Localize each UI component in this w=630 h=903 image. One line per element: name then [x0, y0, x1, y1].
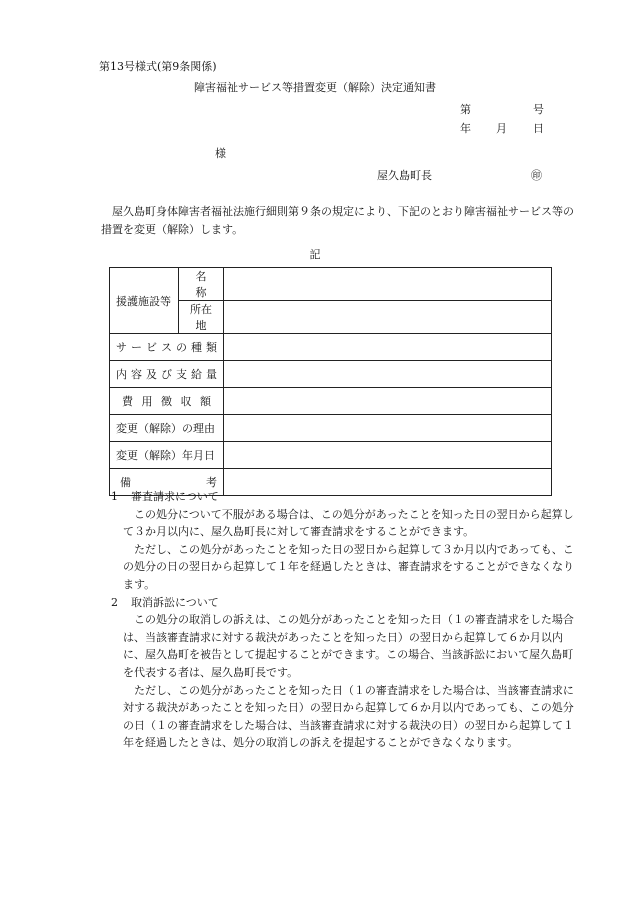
date-year: 年	[460, 122, 471, 135]
issuer-name: 屋久島町長	[377, 169, 432, 182]
document-title: 障害福祉サービス等措置変更（解除）決定通知書	[194, 81, 436, 94]
items-table	[109, 267, 552, 496]
fee-collection-label: 費用徴収額	[110, 388, 224, 415]
notes-section	[111, 488, 577, 752]
seal-mark: ㊞	[531, 169, 542, 182]
note-2-paragraph-1: この処分の取消しの訴えは、この処分があったことを知った日（１の審査請求をした場合は、当該審査請求に対する裁決があったことを知った日）の翌日から起算して６か月以内に、屋久島町を被告として提起することができます。この場合、当該訴訟において屋久島町を代表する者は、屋久島町長です。	[123, 613, 574, 679]
change-date-label: 変更（解除）年月日	[110, 442, 224, 469]
facility-address-label: 所在地	[179, 301, 224, 334]
note-2-heading: 2 取消訴訟について	[111, 595, 219, 609]
service-type-label: サービスの種類	[110, 334, 224, 361]
ki-heading: 記	[309, 248, 321, 261]
note-1-heading: 1 審査請求について	[111, 490, 219, 503]
note-2-paragraph-2: ただし、この処分があったことを知った日（１の審査請求をした場合は、当該審査請求に対する裁決があったことを知った日）の翌日から起算して６か月以内であっても、この処分の日（１の審査請求をした場合は、当該審査請求に対する裁決の日）の翌日から起算して１年を経過したときは、処分の取消しの訴えを提起することができなくなります。	[123, 683, 574, 750]
service-type-value	[224, 334, 552, 361]
number-suffix: 号	[533, 103, 544, 116]
date-day: 日	[533, 122, 544, 135]
number-prefix: 第	[460, 103, 471, 116]
facility-group-label: 援護施設等	[110, 268, 179, 334]
facility-name-label: 名 称	[179, 268, 224, 301]
content-amount-value	[224, 361, 552, 388]
intro-paragraph: 屋久島町身体障害者福祉法施行細則第９条の規定により、下記のとおり障害福祉サービス等の措置を変更（解除）します。	[101, 205, 574, 236]
remarks-label: 備 考	[110, 469, 224, 496]
date-month: 月	[496, 122, 507, 135]
recipient-honorific: 様	[215, 147, 226, 160]
facility-name-value	[224, 268, 552, 301]
change-reason-value	[224, 415, 552, 442]
content-amount-label: 内容及び支給量	[110, 361, 224, 388]
fee-collection-value	[224, 388, 552, 415]
facility-address-value	[224, 301, 552, 334]
form-number: 第13号様式(第9条関係)	[99, 60, 217, 73]
change-reason-label: 変更（解除）の理由	[110, 415, 224, 442]
note-1-paragraph-1: この処分について不服がある場合は、この処分があったことを知った日の翌日から起算して３か月以内に、屋久島町長に対して審査請求をすることができます。	[123, 507, 574, 539]
change-date-value	[224, 442, 552, 469]
note-1-paragraph-2: ただし、この処分があったことを知った日の翌日から起算して３か月以内であっても、この処分の日の翌日から起算して１年を経過したときは、審査請求をすることができなくなります。	[123, 542, 574, 591]
